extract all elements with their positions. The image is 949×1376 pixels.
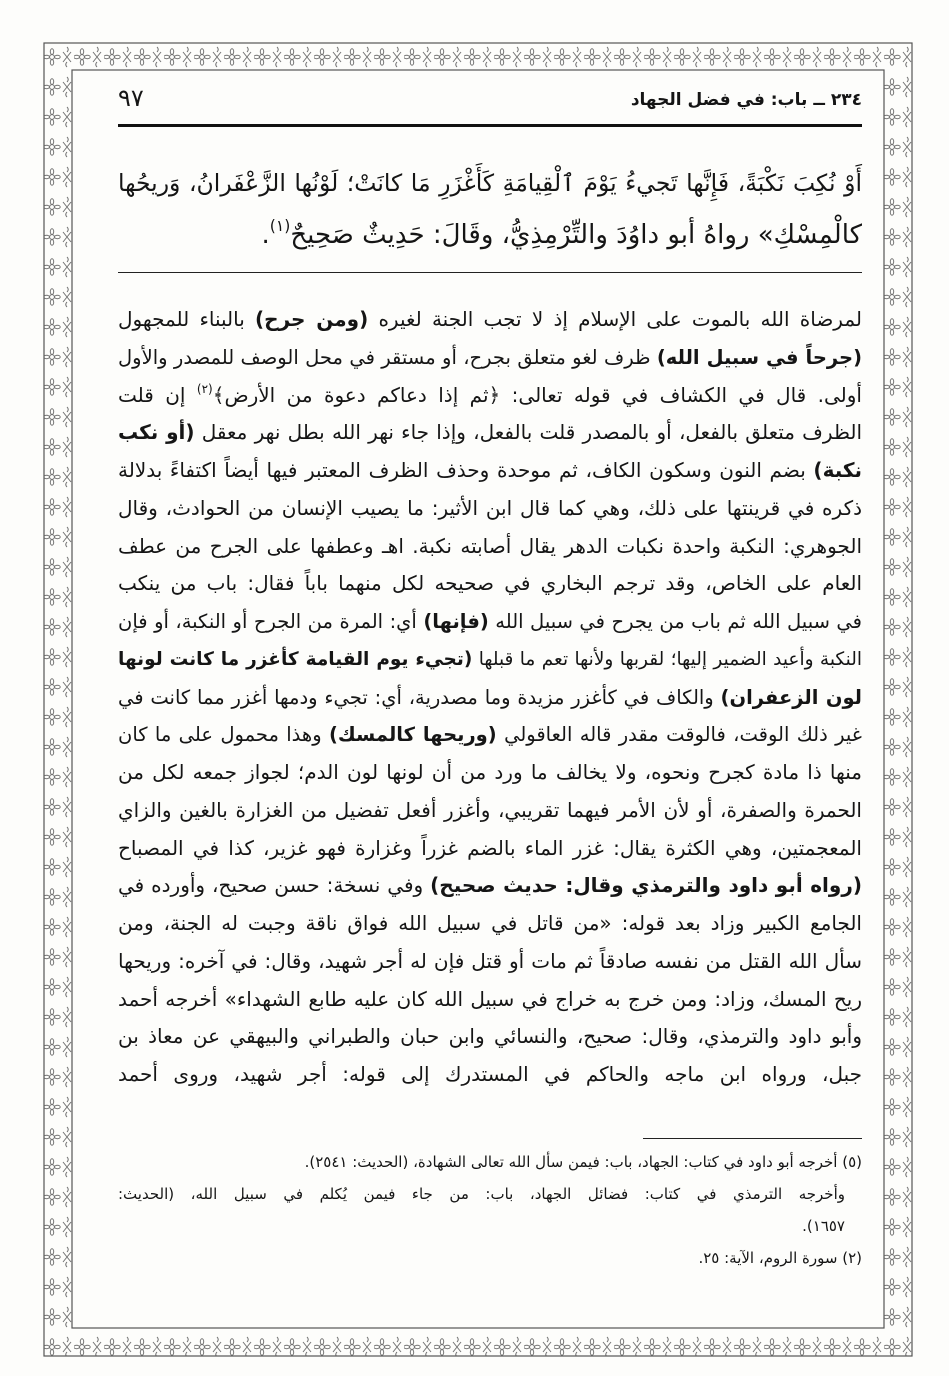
page-number: ٩٧: [118, 84, 144, 112]
text-run: الجوهري: النكبة واحدة نكبات الدهر يقال أصابته نكبة. اهـ وعطفها على الجرح من عطف: [118, 533, 862, 558]
text-run: بالبناء للمجهول: [118, 307, 256, 331]
page-header: [118, 84, 862, 120]
commentary-line: [118, 981, 862, 1019]
quoted-text: نكبة): [813, 458, 862, 482]
footnote-line: [118, 1178, 862, 1210]
commentary-line: [118, 867, 862, 905]
text-run: أي: المرة من الجرح أو النكبة، أو فإن: [118, 610, 424, 633]
commentary-line: [118, 716, 862, 754]
text-run: غير ذلك الوقت، فالوقت مقدر قاله العاقولي: [496, 723, 862, 747]
footnote-line: [118, 1210, 862, 1242]
commentary-line: [118, 414, 862, 452]
commentary-line: [118, 565, 862, 603]
commentary-line: [118, 603, 862, 641]
text-run: النكبة وأعيد الضمير إليها؛ لقربها ولأنها تعم ما قبلها: [472, 648, 862, 670]
text-run: ظرف لغو متعلق بجرح، أو مستقر في محل الوصف للمصدر والأول: [118, 345, 657, 369]
text-run: منها ذا مادة كجرح ونحوه، ولا يخالف ما ورد من أن لونها لون الدم؛ لجواز جمعه لكل من: [118, 760, 862, 784]
commentary-line: [118, 528, 862, 566]
commentary-line: [118, 1056, 862, 1094]
text-run: وفي نسخة: حسن صحيح، وأورده في: [118, 873, 431, 898]
text-run: ١٦٥٧).: [802, 1217, 845, 1235]
quoted-text: (وريحها كالمسك): [328, 723, 497, 747]
hadith-line: [118, 157, 862, 209]
text-run: بضم النون وسكون الكاف، ثم موحدة وحذف الظرف المعتبر فيها أيضاً اكتفاءً بدلالة: [118, 458, 814, 482]
chapter-title: ٢٣٤ ــ باب: في فضل الجهاد: [630, 90, 862, 110]
footnote-separator: [643, 1138, 862, 1139]
commentary-line: [118, 301, 862, 339]
commentary-line: [118, 490, 862, 528]
commentary-line: [118, 641, 862, 679]
commentary-line: [118, 1018, 862, 1056]
text-run: المعجمتين، وهي الكثرة يقال: غزر الماء بالضم غزراً وغزارة فهو غزير، كذا في المصباح: [118, 835, 862, 860]
text-run: وهذا محمول على ما كان: [118, 723, 329, 747]
commentary-line: [118, 830, 862, 868]
text-run: وأبو داود والترمذي، وقال: صحيح، والنسائي وابن حبان والطبراني والبيهقي عن معاذ بن: [118, 1024, 862, 1049]
footnotes: [118, 1146, 862, 1274]
commentary-line: [118, 452, 862, 490]
commentary-line: [118, 339, 862, 377]
commentary-line: [118, 754, 862, 792]
quoted-text: (رواه أبو داود والترمذي وقال: حديث صحيح): [430, 873, 862, 898]
quoted-text: (أو نكب: [118, 420, 195, 445]
commentary-line: [118, 792, 862, 830]
commentary-line: [118, 679, 862, 717]
hadith-text: [118, 157, 862, 261]
text-run: والكاف في كأغزر مزيدة وما مصدرية، أي: تجيء ودمها أغزر مما كانت في: [118, 685, 721, 709]
footnote-ref: (١): [269, 217, 291, 236]
footnote-line: [118, 1146, 862, 1178]
text-run: (٥) أخرجه أبو داود في كتاب: الجهاد، باب: فيمن سأل الله تعالى الشهادة، (الحديث: ٢٥٤١).: [304, 1153, 862, 1171]
text-run: جبل، ورواه ابن ماجه والحاكم في المستدرك إلى قوله: أجر شهيد، وروى أحمد: [118, 1062, 862, 1086]
commentary-line: [118, 377, 862, 415]
hadith-line: [118, 209, 862, 261]
text-run: ريح المسك، وزاد: ومن خرج به خراج في سبيل الله كان عليه طابع الشهداء» أخرجه أحمد: [118, 986, 862, 1011]
text-run: لمرضاة الله بالموت على الإسلام إذ لا تجب الجنة لغيره: [368, 307, 862, 331]
quoted-text: (جرحاً في سبيل الله): [656, 345, 863, 369]
text-run: إن قلت: [118, 382, 197, 407]
text-run: الجامع الكبير وزاد بعد قوله: «من قاتل في سبيل الله فواق ناقة وجبت له الجنة، ومن: [118, 911, 862, 935]
commentary-line: [118, 943, 862, 981]
commentary-line: [118, 905, 862, 943]
hadith-separator: [118, 272, 862, 273]
text-run: أولى. قال في الكشاف في قوله تعالى: ﴿ثم إذا دعاكم دعوة من الأرض﴾: [212, 382, 862, 407]
text-run: كالْمِسْكِ» رواهُ أبو داوُدَ والتِّرْمِذِيُّ، وقَالَ: حَدِيثٌ صَحِيحٌ: [290, 220, 862, 250]
text-run: العام على الخاص، وقد ترجم البخاري في صحيحه لكل منهما باباً فقال: باب من ينكب: [118, 571, 862, 596]
text-run: (٢) سورة الروم، الآية: ٢٥.: [698, 1249, 862, 1267]
header-rule: [118, 124, 862, 127]
text-run: ذكره في قرينتها على ذلك، وهي كما قال ابن الأثير: ما يصيب الإنسان من الحوادث، وقال: [118, 495, 862, 520]
text-run: الحمرة والصفرة، أو لأن الأمر فيهما تقريبي، وأغزر أفعل تفضيل من الغزارة بالغين والزاي: [118, 797, 862, 822]
footnote-ref: (٢): [196, 381, 213, 396]
text-run: الظرف متعلق بالفعل، أو بالمصدر قلت بالفعل، وإذا جاء نهر الله بطل نهر معقل: [194, 420, 862, 445]
footnote-line: [118, 1242, 862, 1274]
quoted-text: (فإنها): [423, 610, 489, 633]
text-run: في سبيل الله ثم باب من يجرح في سبيل الله: [488, 610, 862, 633]
quoted-text: (ومن جرح): [255, 307, 369, 331]
text-run: .: [261, 220, 270, 250]
commentary-text: [118, 301, 862, 1094]
text-run: أَوْ نُكِبَ نَكْبَةً، فَإِنَّها تَجيءُ يَوْمَ ٱلْقِيامَةِ كَأَغْزَرِ مَا كانَتْ؛ لَوْنُها الزَّعْفَرانُ، وَريحُها: [118, 169, 862, 197]
quoted-text: لون الزعفران): [720, 685, 863, 709]
quoted-text: (تجيء يوم القيامة كأغزر ما كانت لونها: [118, 648, 473, 670]
text-run: وأخرجه الترمذي في كتاب: فضائل الجهاد، باب: من جاء فيمن يُكلم في سبيل الله، (الحديث:: [118, 1185, 845, 1203]
text-run: سأل الله القتل من نفسه صادقاً ثم مات أو قتل فإن له أجر شهيد، وقال: في آخره: وريحها: [118, 948, 862, 973]
